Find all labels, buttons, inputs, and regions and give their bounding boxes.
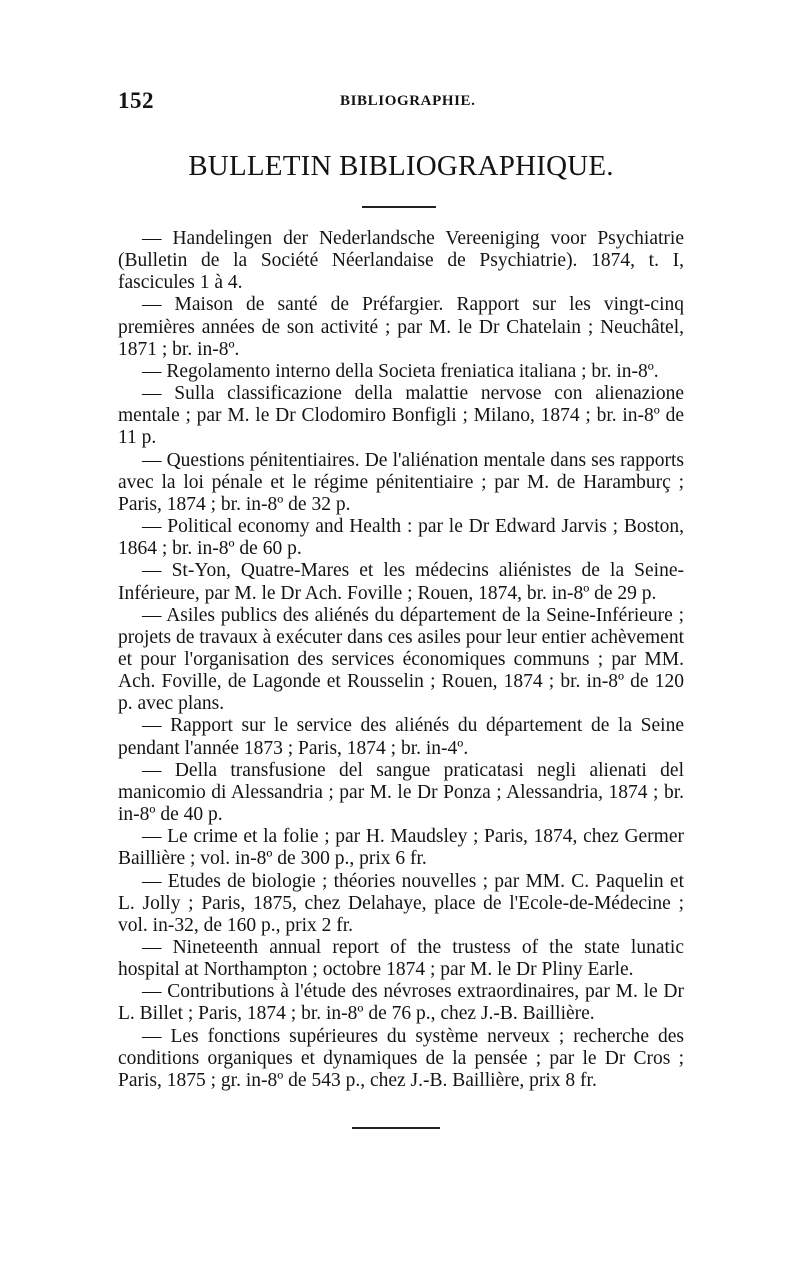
- entry-classificazione: — Sulla classificazione della malattie nervose con alienazione mentale ; par M. le Dr Clodomiro Bonfigli ; Milano, 1874 ; br. in-8º de 11 p.: [118, 383, 684, 449]
- entry-crime-folie: — Le crime et la folie ; par H. Maudsley ; Paris, 1874, chez Germer Baillière ; vol. in-8º de 300 p., prix 6 fr.: [118, 826, 684, 870]
- bibliography-entries: [118, 228, 684, 1092]
- entry-fonctions-superieures: — Les fonctions supérieures du système nerveux ; recherche des conditions organiques et dynamiques de la pensée ; par le Dr Cros ; Paris, 1875 ; gr. in-8º de 543 p., chez J.-B. Baillière, prix 8 fr.: [118, 1025, 684, 1091]
- entry-asiles-publics: — Asiles publics des aliénés du département de la Seine-Inférieure ; projets de travaux à exécuter dans ces asiles pour leur entier achèvement et pour l'organisation des services économiques communs ; par MM. Ach. Foville, de Lagonde et Rousselin ; Rouen, 1874 ; br. in-8º de 120 p. avec plans.: [118, 604, 684, 715]
- entry-questions-penitentiaires: — Questions pénitentiaires. De l'aliénation mentale dans ses rapports avec la loi pénale et le régime pénitentiaire ; par M. de Haramburç ; Paris, 1874 ; br. in-8º de 32 p.: [118, 449, 684, 515]
- entry-etudes-biologie: — Etudes de biologie ; théories nouvelles ; par MM. C. Paquelin et L. Jolly ; Paris, 1875, chez Delahaye, place de l'Ecole-de-Médecine ; vol. in-32, de 160 p., prix 2 fr.: [118, 870, 684, 936]
- entry-st-yon: — St-Yon, Quatre-Mares et les médecins aliénistes de la Seine-Inférieure, par M. le Dr Ach. Foville ; Rouen, 1874, br. in-8º de 29 p.: [118, 560, 684, 604]
- entry-handelingen: — Handelingen der Nederlandsche Vereeniging voor Psychiatrie (Bulletin de la Société Néerlandaise de Psychiatrie). 1874, t. I, fascicules 1 à 4.: [118, 228, 684, 294]
- bulletin-title: BULLETIN BIBLIOGRAPHIQUE.: [188, 150, 614, 182]
- running-title: BIBLIOGRAPHIE.: [340, 93, 476, 109]
- end-rule: [352, 1127, 440, 1129]
- entry-rapport-seine: — Rapport sur le service des aliénés du département de la Seine pendant l'année 1873 ; Paris, 1874 ; br. in-4º.: [118, 715, 684, 759]
- entry-northampton-report: — Nineteenth annual report of the trustess of the state lunatic hospital at Northampton ; octobre 1874 ; par M. le Dr Pliny Earle.: [118, 937, 684, 981]
- entry-transfusione: — Della transfusione del sangue praticatasi negli alienati del manicomio di Alessandria ; par M. le Dr Ponza ; Alessandria, 1874 ; br. in-8º de 40 p.: [118, 759, 684, 826]
- page-number: 152: [118, 88, 154, 113]
- entry-political-economy: — Political economy and Health : par le Dr Edward Jarvis ; Boston, 1864 ; br. in-8º de 60 p.: [118, 516, 684, 560]
- entry-prefargier: — Maison de santé de Préfargier. Rapport sur les vingt-cinq premières années de son activité ; par M. le Dr Chatelain ; Neuchâtel, 1871 ; br. in-8º.: [118, 294, 684, 360]
- title-rule: [362, 206, 436, 208]
- running-head: [118, 88, 684, 118]
- entry-regolamento: — Regolamento interno della Societa freniatica italiana ; br. in-8º.: [142, 360, 659, 382]
- entry-nevroses: — Contributions à l'étude des névroses extraordinaires, par M. le Dr L. Billet ; Paris, 1874 ; br. in-8º de 76 p., chez J.-B. Baillière.: [118, 981, 684, 1025]
